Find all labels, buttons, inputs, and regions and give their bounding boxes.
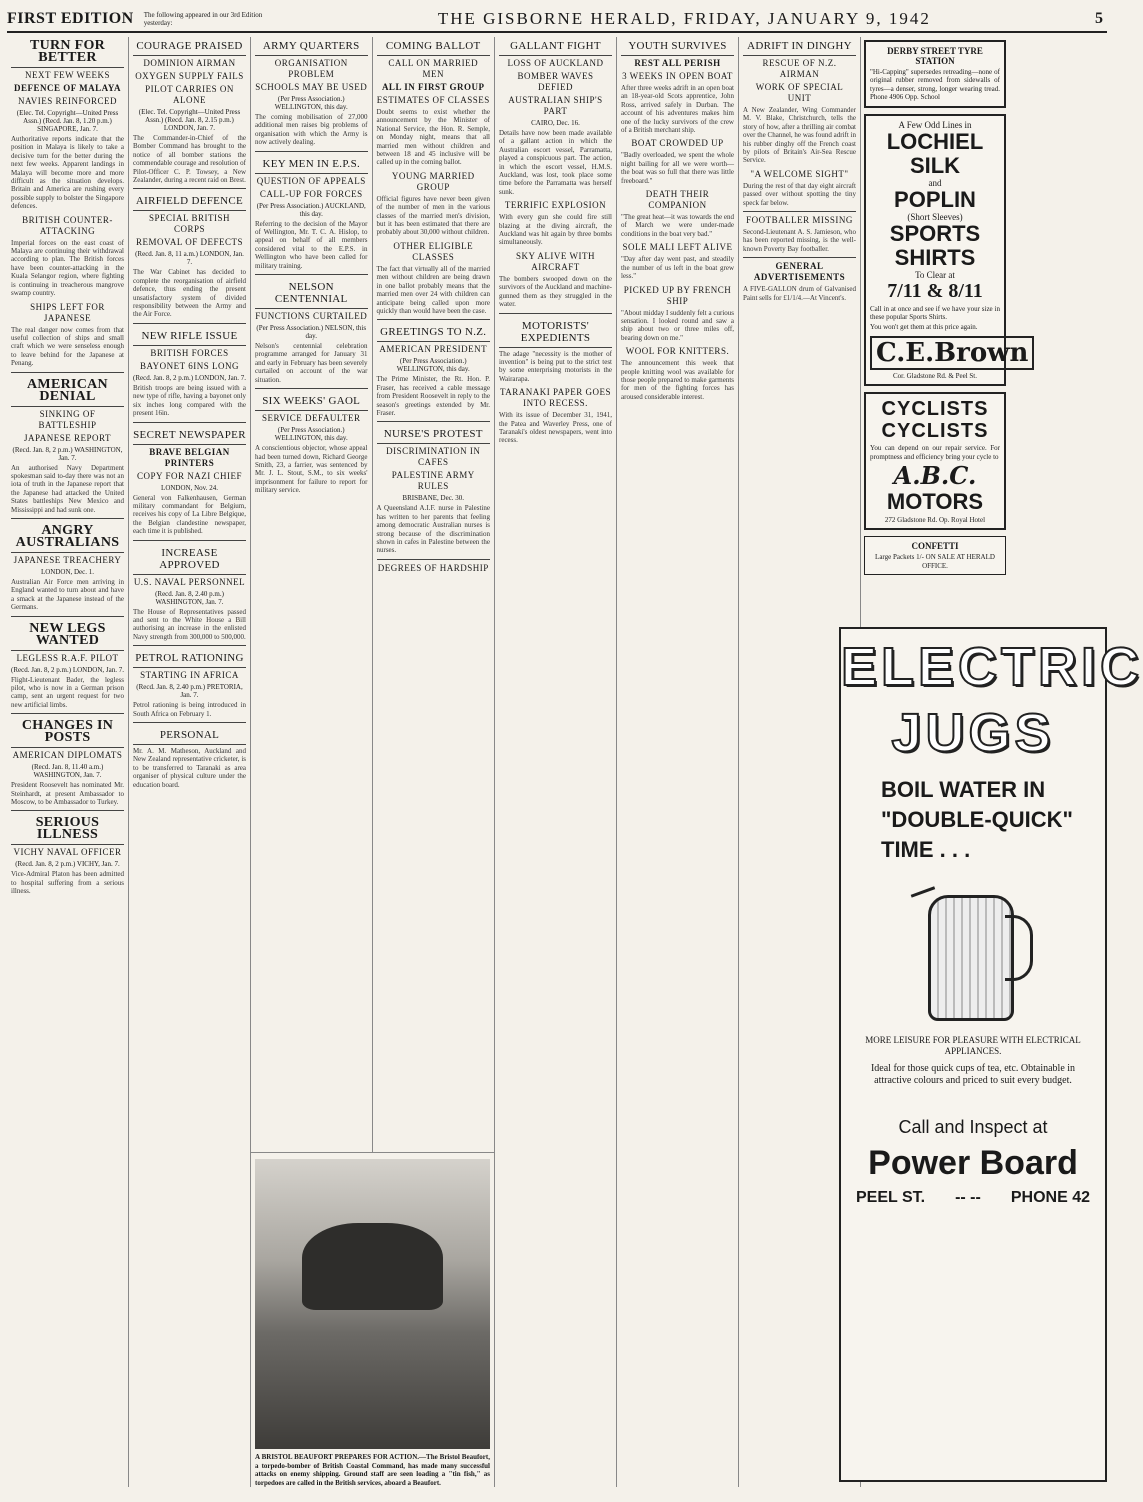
dateline: (Elec. Tel. Copyright—United Press Assn.) (Recd. Jan. 8, 1.20 p.m.) SINGAPORE, Jan. 7. <box>16 109 119 133</box>
section-heading: GENERAL ADVERTISEMENTS <box>753 261 846 283</box>
subheading: PALESTINE ARMY RULES <box>391 470 475 492</box>
power-board-logo: Power Board <box>868 1144 1078 1182</box>
dateline: LONDON, Dec. 1. <box>40 567 95 576</box>
subheading: NAVIES REINFORCED <box>17 96 118 106</box>
headline: PERSONAL <box>133 726 246 745</box>
subheading: BRITISH FORCES <box>150 347 229 358</box>
article-text: Nelson's centennial celebration programme arranged for January 31 and early in February has been severely curtailed on account of the war situation. <box>255 342 368 384</box>
subheading: RESCUE OF N.Z. AIRMAN <box>762 58 837 79</box>
ad-heading: CYCLISTS <box>881 398 989 421</box>
ad-line: BOIL WATER IN <box>881 777 1046 802</box>
article-text: President Roosevelt has nominated Mr. Steinhardt, at present Ambassador to Moscow, to be Ambassador to Turkey. <box>11 781 124 807</box>
subheading: SERVICE DEFAULTER <box>261 413 361 424</box>
photo-caption: A BRISTOL BEAUFORT PREPARES FOR ACTION.—The Bristol Beaufort, a torpedo-bomber of British Coastal Command, has made many successful attacks on enemy shipping. Ground staff are seen loading a "tin fish," as torpedoes are called in the British services, aboard a Beaufort. <box>255 1453 490 1487</box>
headline: ARMY QUARTERS <box>255 37 368 56</box>
dateline: (Per Press Association.) WELLINGTON, this day. <box>274 426 348 443</box>
article-text: "Badly overloaded, we spent the whole night bailing for all we were worth—the boat was so full that there was little freeboard." <box>621 151 734 185</box>
ad-heading: CYCLISTS <box>881 420 989 443</box>
masthead <box>7 7 1107 33</box>
subheading: LEGLESS R.A.F. PILOT <box>16 652 119 663</box>
ad-text: Ideal for those quick cups of tea, etc. Obtainable in attractive colours and priced to suit every budget. <box>870 1063 1076 1086</box>
headline: KEY MEN IN E.P.S. <box>255 155 368 174</box>
ad-address: 272 Gladstone Rd. Op. Royal Hotel <box>884 516 986 525</box>
subheading: DEFENCE OF MALAYA <box>13 83 121 93</box>
headline: SIX WEEKS' GAOL <box>255 392 368 411</box>
edition-label: FIRST EDITION <box>7 10 134 27</box>
article-text: "About midday I suddenly felt a curious sensation. I looked round and saw a ship about two or three miles off, bearing down on me." <box>621 308 734 342</box>
subheading: COPY FOR NAZI CHIEF <box>137 470 242 481</box>
ad-body: You won't get them at this price again. <box>870 323 978 332</box>
section-heading: BRITISH COUNTER-ATTACKING <box>22 214 113 236</box>
article-text: After three weeks adrift in an open boat an 18-year-old Scots apprentice, John Ross, arrived safely in Durban. The account of his adventures makes him one of the lucky survivors of the crew of a British merchant ship. <box>621 84 734 135</box>
page-number: 5 <box>1095 10 1103 27</box>
subheading: AUSTRALIAN SHIP'S PART <box>508 95 603 116</box>
section-heading: WOOL FOR KNITTERS. <box>625 346 730 357</box>
article-text: The House of Representatives passed and sent to the White House a Bill authorising an increase in the enlisted Navy strength from 300,000 to 500,000. <box>133 607 246 641</box>
headline: AIRFIELD DEFENCE <box>133 192 246 211</box>
headline: MOTORISTS' EXPEDIENTS <box>499 317 612 348</box>
ad-title: CONFETTI <box>911 541 959 552</box>
dateline: (Recd. Jan. 8, 11.40 a.m.) WASHINGTON, Jan. 7. <box>31 763 104 780</box>
subheading: BOMBER WAVES DEFIED <box>517 71 594 92</box>
section-heading: TARANAKI PAPER GOES INTO RECESS. <box>500 387 611 409</box>
newspaper-page <box>7 7 1143 1487</box>
subheading: U.S. NAVAL PERSONNEL <box>133 576 246 587</box>
article-text: Petrol rationing is being introduced in South Africa on February 1. <box>133 701 246 718</box>
article-text: The fact that virtually all of the married men without children are being drawn in one ballot probably means that the married men over 24 with children can anticipate being called upon more quickly than would have been the case. <box>376 264 490 315</box>
article-text: The coming mobilisation of 27,000 additional men raises big problems of organisation with which the Army is now actively dealing. <box>255 113 368 147</box>
aircraft-image <box>302 1223 443 1310</box>
article-text: A Queensland A.I.F. nurse in Palestine has written to her parents that feeling among democratic Australian nurses is strong because of the discrimination shown in cafes in Palestine between the nurses. <box>376 504 490 555</box>
ad-heading: MOTORS <box>886 489 984 515</box>
headline: GREETINGS TO N.Z. <box>377 323 491 342</box>
subheading: ORGANISATION PROBLEM <box>274 58 348 79</box>
article-text: Flight-Lieutenant Bader, the legless pilot, who is now in a German prison camp, sent an urgent request for two new artificial limbs. <box>11 675 124 709</box>
ad-product: LOCHIEL <box>886 128 984 154</box>
headline: ADRIFT IN DINGHY <box>743 37 856 56</box>
headline: NELSON CENTENNIAL <box>255 278 368 309</box>
article-text: Doubt seems to exist whether the announcement by the Minister of National Service, the Hon. R. Semple, on Monday night, means that all married men without children and between 18 and 45 inclusive will be called up in the coming ballot. <box>376 108 490 167</box>
article-text: The bombers swooped down on the survivors of the Auckland and machine-gunned them as they struggled in the water. <box>499 274 612 309</box>
headline: SERIOUS ILLNESS <box>11 814 124 845</box>
article-text: Australian Air Force men arriving in England wanted to turn about and have a smack at the Japanese instead of the Germans. <box>11 577 124 612</box>
dateline: (Elec. Tel. Copyright—United Press Assn.) (Recd. Jan. 8, 2.15 p.m.) LONDON, Jan. 7. <box>138 108 241 132</box>
headline: AMERICAN DENIAL <box>11 376 124 407</box>
subheading: PILOT CARRIES ON ALONE <box>145 84 234 105</box>
ad-title: DERBY STREET TYRE STATION <box>887 46 983 66</box>
article-text: British troops are being issued with a new type of rifle, having a bayonet only six inches long compared with the present 16in. <box>133 383 246 418</box>
subheading: STARTING IN AFRICA <box>140 670 239 681</box>
subheading: WORK OF SPECIAL UNIT <box>755 82 844 103</box>
article-text: The War Cabinet has decided to complete the reorganisation of airfield defence, thus ending the present unsatisfactory system of divided responsibility between the Army and the Air Force. <box>133 268 246 319</box>
subheading: QUESTION OF APPEALS <box>256 175 366 186</box>
dateline: (Recd. Jan. 8, 2 p.m.) VICHY, Jan. 7. <box>15 860 120 869</box>
article-text: The Commander-in-Chief of the Bomber Command has brought to the notice of all bomber stations the commendable courage and resolution of Pilot-Officer C. P. Towsey, a New Zealander, during a recent raid on Brest. <box>133 134 246 185</box>
dateline: (Per Press Association.) WELLINGTON, this day. <box>396 357 470 374</box>
section-heading: SOLE MALI LEFT ALIVE <box>622 242 733 253</box>
section-heading: PICKED UP BY FRENCH SHIP <box>623 284 732 306</box>
ad-title: ELECTRIC <box>841 637 1143 697</box>
ad-product: SHIRTS <box>894 244 976 270</box>
ad-body: "Hi-Capping" supersedes retreading—none of original rubber removed from sidewalls of tyres—a denser, strong, longer wearing tread. Phone 4906 Opp. School <box>870 68 1000 102</box>
section-heading: YOUNG MARRIED GROUP <box>391 170 475 192</box>
column-2 <box>129 37 251 1487</box>
abc-logo: A.B.C. <box>893 461 977 491</box>
dateline: LONDON, Nov. 24. <box>161 483 218 492</box>
jug-icon <box>913 875 1033 1025</box>
article-text: Second-Lieutenant A. S. Jamieson, who has been reported missing, is the well-known Poverty Bay footballer. <box>743 228 856 253</box>
subheading: REST ALL PERISH <box>634 58 721 68</box>
headline: ANGRY AUSTRALIANS <box>11 522 124 553</box>
ad-street: PEEL ST. <box>856 1189 926 1206</box>
photo-block <box>251 1152 494 1487</box>
ad-line: TIME . . . <box>881 837 971 862</box>
subheading: SPECIAL BRITISH CORPS <box>149 213 230 235</box>
article-text: The real danger now comes from that useful collection of ships and small craft which we were senseless enough to leave behind for the Japanese at Penang. <box>11 325 124 368</box>
brown-logo: C.E.Brown <box>870 336 1034 370</box>
ad-text: and <box>928 177 942 188</box>
subheading: JAPANESE TREACHERY <box>13 554 122 565</box>
column-6 <box>617 37 739 1487</box>
section-heading: "A WELCOME SIGHT" <box>750 168 849 179</box>
ad-product: POPLIN <box>894 186 976 212</box>
ad-call: Call and Inspect at <box>898 1117 1048 1137</box>
headline: SECRET NEWSPAPER <box>133 426 246 445</box>
subheading: OXYGEN SUPPLY FAILS <box>135 71 244 81</box>
article-text: Imperial forces on the east coast of Malaya are continuing their withdrawal according to plan. The British forces have been counter-attacking in the Kuala Selangor region, where fighting is continuing in treacherous mangrove swamp country. <box>11 238 124 298</box>
article-text: A FIVE-GALLON drum of Galvanised Paint sells for £1/1/4.—At Vincent's. <box>743 285 856 302</box>
article-text: During the rest of that day eight aircraft passed over without spotting the tiny speck far below. <box>743 181 856 207</box>
headline: NURSE'S PROTEST <box>377 425 491 444</box>
section-heading: FOOTBALLER MISSING <box>746 215 853 226</box>
ad-title: JUGS <box>891 703 1055 763</box>
column-1 <box>7 37 129 1487</box>
subheading: CALL ON MARRIED MEN <box>388 58 479 79</box>
ad-footer <box>841 1189 1105 1207</box>
subheading: AMERICAN PRESIDENT <box>379 344 488 355</box>
article-text: A conscientious objector, whose appeal had been turned down, Richard George Smith, 23, a farrier, was sentenced by Mr. J. L. Stout, S.M., to six weeks' imprisonment for failure to report for military service. <box>255 444 368 495</box>
subheading: ESTIMATES OF CLASSES <box>376 95 490 105</box>
dateline: (Recd. Jan. 8, 2.40 p.m.) WASHINGTON, Jan. 7. <box>155 589 224 606</box>
ad-line: "DOUBLE-QUICK" <box>881 807 1073 832</box>
column-5 <box>495 37 617 1487</box>
section-heading: TERRIFIC EXPLOSION <box>504 200 607 211</box>
tyre-station-ad <box>864 40 1006 108</box>
headline: PETROL RATIONING <box>133 649 246 668</box>
subheading: DEGREES OF HARDSHIP <box>377 562 489 573</box>
subheading: 3 WEEKS IN OPEN BOAT <box>622 71 733 81</box>
subheading: SINKING OF BATTLESHIP <box>38 408 97 430</box>
dateline: (Recd. Jan. 8, 2 p.m.) LONDON, Jan. 7. <box>133 373 246 382</box>
subheading: NEXT FEW WEEKS <box>25 70 110 80</box>
article-text: With its issue of December 31, 1941, the Patea and Waverley Press, one of Taranaki's oldest newspapers, went into recess. <box>499 411 612 445</box>
subheading: BRAVE BELGIAN PRINTERS <box>149 446 230 468</box>
subheading: DISCRIMINATION IN CAFES <box>386 446 481 468</box>
ad-body: Call in at once and see if we have your size in these popular Sports Shirts. <box>870 304 1000 322</box>
subheading: FUNCTIONS CURTAILED <box>255 311 368 322</box>
article-text: "Day after day went past, and steadily the number of us left in the boat grew less." <box>621 255 734 281</box>
headline: TURN FOR BETTER <box>11 37 124 68</box>
subheading: AMERICAN DIPLOMATS <box>12 750 123 761</box>
dateline: (Recd. Jan. 8, 2 p.m.) LONDON, Jan. 7. <box>11 665 124 674</box>
article-text: An authorised Navy Department spokesman said to-day there was not an iota of truth in the Japanese report that the Japanese had attacked the United States battleships New Mexico and Mississippi and had sunk one. <box>11 463 124 514</box>
dateline: (Recd. Jan. 8, 2 p.m.) WASHINGTON, Jan. 7. <box>12 445 123 462</box>
subheading: ALL IN FIRST GROUP <box>381 82 485 92</box>
article-text: A New Zealander, Wing Commander M. V. Blake, Christchurch, tells the story of how, after a thrilling air combat over the Channel, he was found adrift in his rubber dinghy off the French coast by pilots of Britain's Air-Sea Rescue Service. <box>743 106 856 165</box>
section-heading: OTHER ELIGIBLE CLASSES <box>393 240 474 262</box>
beaufort-photo <box>255 1159 490 1449</box>
dateline: (Per Press Association.) NELSON, this day. <box>256 324 367 341</box>
column-4 <box>373 37 495 1152</box>
section-heading: BOAT CROWDED UP <box>631 138 724 149</box>
edition-note: The following appeared in our 3rd Edition yesterday: <box>143 11 263 27</box>
subheading: DOMINION AIRMAN <box>143 58 236 68</box>
article-text: Details have now been made available of a gallant action in which the Australian escort vessel, Parramatta, played a conspicuous part. The action, in which the escort vessel, H.M.S. Auckland, was lost, took place some time before the Parramatta was herself sunk. <box>499 129 612 196</box>
article-text: The adage "necessity is the mother of invention" is being put to the strict test by some enterprising motorists in the Wairarapa. <box>499 349 612 383</box>
ad-text: MORE LEISURE FOR PLEASURE WITH ELECTRICAL APPLIANCES. <box>865 1035 1081 1056</box>
ad-text: To Clear at <box>915 269 955 280</box>
subheading: LOSS OF AUCKLAND <box>507 58 604 68</box>
dateline: (Recd. Jan. 8, 2.40 p.m.) PRETORIA, Jan. 7. <box>136 683 243 700</box>
headline: COURAGE PRAISED <box>133 37 246 56</box>
headline: CHANGES IN POSTS <box>11 717 124 748</box>
ad-body: You can depend on our repair service. For promptness and efficiency bring your cycle to <box>870 444 1000 461</box>
ad-product: SPORTS <box>889 220 981 246</box>
lochiel-shirts-ad <box>864 114 1029 387</box>
headline: INCREASE APPROVED <box>133 544 246 575</box>
article-text: Vice-Admiral Platon has been admitted to hospital suffering from a serious illness. <box>11 870 124 896</box>
article-text: "The great heat—it was towards the end of March we were under-made conditions in the boat very bad." <box>621 213 734 238</box>
article-text: With every gun she could fire still blazing at the diving aircraft, the Auckland was hit again by three bombs simultaneously. <box>499 213 612 247</box>
subheading: REMOVAL OF DEFECTS <box>135 237 243 248</box>
ad-address: Cor. Gladstone Rd. & Peel St. <box>893 371 977 380</box>
article-text: Mr. A. M. Matheson, Auckland and New Zealand representative cricketer, is to be transferred to Taranaki as area organiser of physical culture under the education board. <box>133 746 246 789</box>
section-heading: SKY ALIVE WITH AIRCRAFT <box>516 250 595 272</box>
article-text: The Prime Minister, the Rt. Hon. P. Fraser, has received a cable message from President Roosevelt in reply to the season's greetings extended by Mr. Fraser. <box>376 375 490 417</box>
article-text: Official figures have never been given of the number of men in the various classes of the married men's division, but it has been estimated that there are probably about 30,000 without children. <box>376 194 490 237</box>
ad-product: SILK <box>909 152 961 178</box>
subheading: JAPANESE REPORT <box>24 432 111 443</box>
electric-jugs-ad <box>839 627 1143 1482</box>
confetti-ad <box>864 536 1006 575</box>
columns-3-4 <box>251 37 495 1487</box>
headline: GALLANT FIGHT <box>499 37 612 56</box>
ad-phone: PHONE 42 <box>1010 1189 1090 1206</box>
subheading: VICHY NAVAL OFFICER <box>13 847 122 858</box>
article-text: General von Falkenhausen, German military commandant for Belgium, receives his copy of La Libre Belgique, the Belgian clandestine newspaper, each time it is published. <box>133 493 246 536</box>
headline: YOUTH SURVIVES <box>621 37 734 56</box>
section-heading: SHIPS LEFT FOR JAPANESE <box>30 301 105 323</box>
article-text: Referring to the decision of the Mayor of Wellington, Mr. T. C. A. Hislop, to appeal on behalf of all members considered vital to the E.P.S. in Wellington who have been called for military training. <box>255 219 368 270</box>
headline: NEW RIFLE ISSUE <box>133 327 246 346</box>
ad-price: 7/11 & 8/11 <box>887 279 983 302</box>
dateline: (Recd. Jan. 8, 11 a.m.) LONDON, Jan. 7. <box>135 250 244 267</box>
article-text: Authoritative reports indicate that the position in Malaya is likely to take a decisive turn for the better during the next few weeks. Apparent landings in Malaya will become more and more difficult as the situation develops. Britain and America are rushing every possible supply to bolster the Singapore defences. <box>11 135 124 211</box>
dateline: CAIRO, Dec. 16. <box>531 119 580 127</box>
column-3 <box>251 37 373 1152</box>
ad-intro: A Few Odd Lines in <box>898 119 972 130</box>
section-heading: DEATH THEIR COMPANION <box>645 189 710 211</box>
ad-separator: -- -- <box>955 1189 981 1206</box>
article-text: The announcement this week that people knitting wool was available for those people prepared to make garments for men of the fighting forces has aroused considerable interest. <box>621 359 734 401</box>
headline: COMING BALLOT <box>377 37 491 56</box>
dateline: BRISBANE, Dec. 30. <box>402 494 465 503</box>
ad-body: Large Packets 1/- ON SALE AT HERALD OFFICE. <box>875 553 995 570</box>
headline: NEW LEGS WANTED <box>11 620 124 651</box>
subheading: SCHOOLS MAY BE USED <box>255 82 368 92</box>
cyclists-ad <box>864 392 1006 530</box>
dateline: (Per Press Association.) WELLINGTON, this day. <box>274 95 348 111</box>
subheading: BAYONET 6INS LONG <box>139 360 239 371</box>
ad-text: (Short Sleeves) <box>907 211 963 222</box>
subheading: CALL-UP FOR FORCES <box>259 188 363 199</box>
paper-title: THE GISBORNE HERALD, FRIDAY, JANUARY 9, 1942 <box>437 9 931 28</box>
dateline: (Per Press Association.) AUCKLAND, this day. <box>256 201 366 218</box>
